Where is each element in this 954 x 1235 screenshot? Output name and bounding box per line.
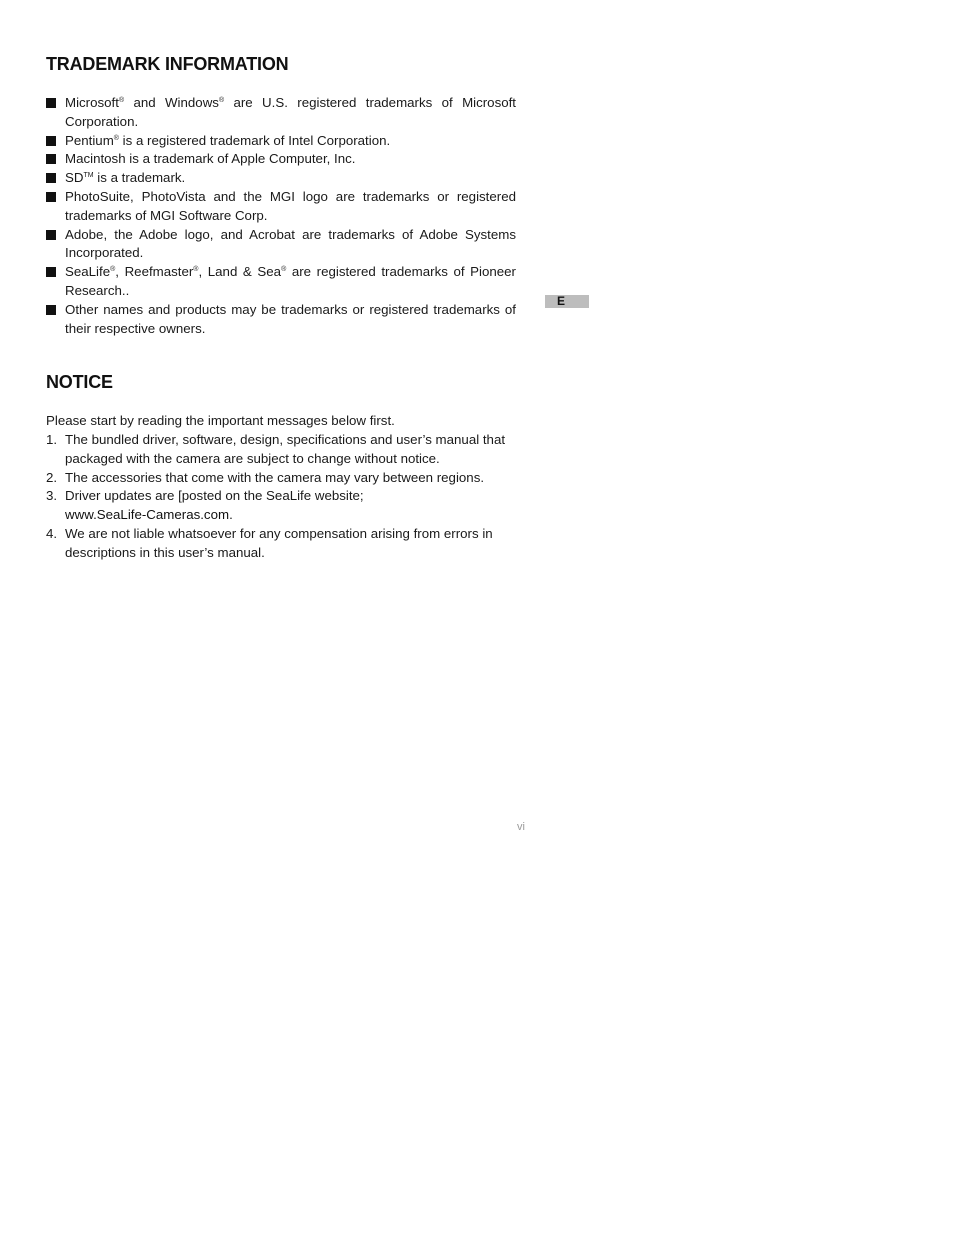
notice-list [46, 431, 516, 563]
square-bullet-icon [46, 136, 56, 146]
page-number: vi [517, 821, 525, 833]
notice-item: 2. The accessories that come with the camera may vary between regions. [46, 469, 485, 485]
square-bullet-icon [46, 154, 56, 164]
trademark-list [46, 94, 516, 338]
notice-item: 4. We are not liable whatsoever for any compensation arising from errors in descriptions in this user’s manual. [46, 525, 493, 560]
website-link[interactable]: www.SeaLife-Cameras.com [65, 507, 230, 523]
square-bullet-icon [46, 173, 56, 183]
language-tab-label: E [557, 294, 566, 308]
square-bullet-icon [46, 267, 56, 277]
trademark-heading: TRADEMARK INFORMATION [46, 54, 289, 74]
square-bullet-icon [46, 192, 56, 202]
language-tab [545, 295, 589, 308]
trademark-item: Microsoft® and Windows® are U.S. registered trademarks of Microsoft Corporation. [46, 94, 516, 132]
trademark-item: Other names and products may be trademarks or registered trademarks of their respective owners. [46, 301, 516, 339]
trademark-item: Pentium® is a registered trademark of Intel Corporation. [46, 132, 516, 151]
square-bullet-icon [46, 98, 56, 108]
trademark-item: SeaLife®, Reefmaster®, Land & Sea® are registered trademarks of Pioneer Research.. [46, 263, 516, 301]
trademark-item: SD™ is a trademark. [46, 169, 516, 188]
notice-item: 1. The bundled driver, software, design, specifications and user’s manual that packaged with the camera are subject to change without notice. [46, 432, 506, 466]
notice-heading: NOTICE [46, 372, 113, 392]
square-bullet-icon [46, 230, 56, 240]
trademark-item: PhotoSuite, PhotoVista and the MGI logo are trademarks or registered trademarks of MGI Software Corp. [46, 188, 516, 226]
notice-intro: Please start by reading the important messages below first. [46, 413, 395, 428]
square-bullet-icon [46, 305, 56, 315]
notice-item: 3. Driver updates are [posted on the SeaLife website; www.SeaLife-Cameras.com. [46, 488, 364, 523]
trademark-item: Macintosh is a trademark of Apple Computer, Inc. [46, 150, 516, 169]
trademark-item: Adobe, the Adobe logo, and Acrobat are trademarks of Adobe Systems Incorporated. [46, 226, 516, 264]
